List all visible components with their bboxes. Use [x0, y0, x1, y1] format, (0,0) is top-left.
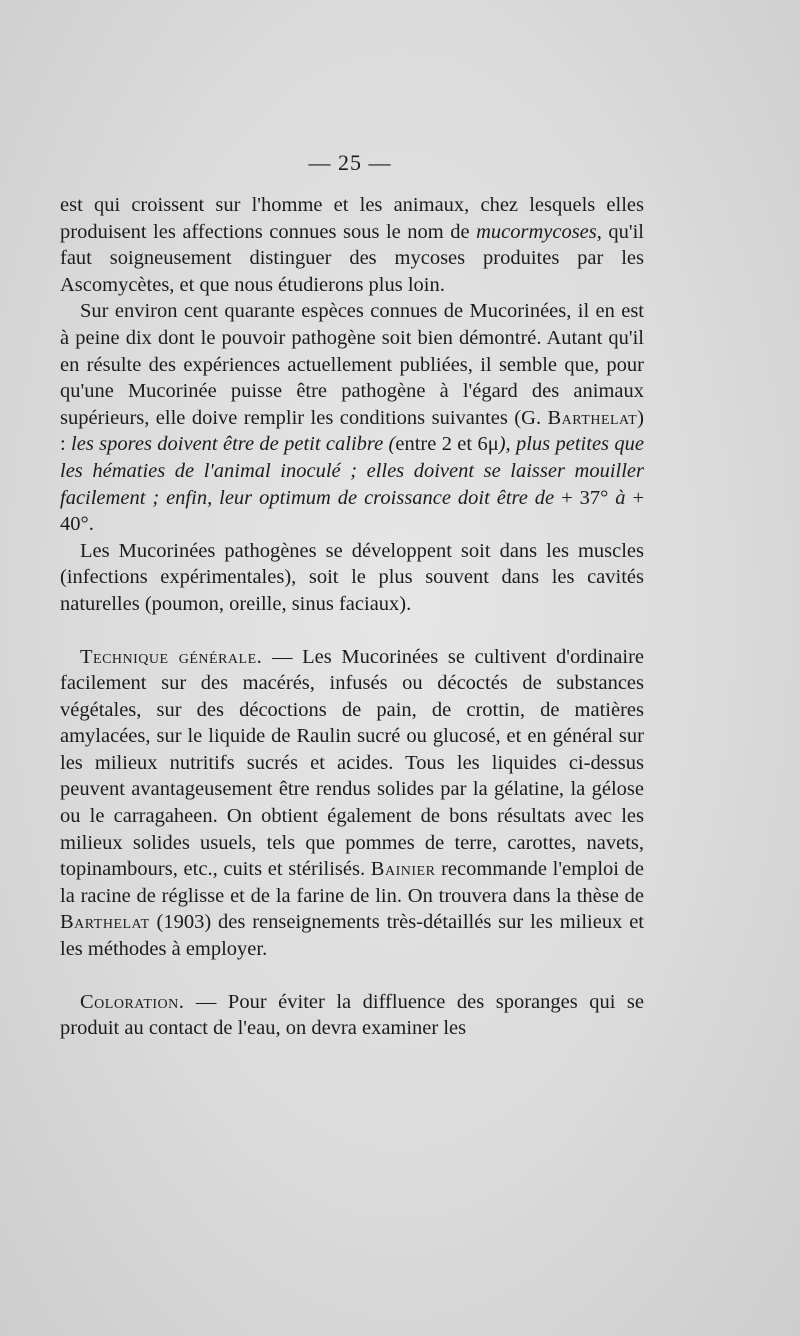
author-name: Barthelat [547, 406, 638, 429]
author-name: Barthelat [60, 911, 150, 934]
paragraph-pathogenic-locations: Les Mucorinées pathogènes se développent soit dans les muscles (infections expérimentales), soit le plus souvent dans les cavités naturelles (poumon, oreille, sinus faciaux). [60, 539, 644, 615]
italic-text: à [615, 486, 626, 509]
text-run: recommande l'emploi de la racine de réglisse et de la farine de lin. On trouvera dans la thèse de [60, 858, 644, 907]
paragraph-gap [60, 618, 644, 644]
text-run: (1903) des renseignements très-détaillés sur les milieux et les méthodes à employer. [60, 911, 644, 961]
text-run: Sur environ cent quarante espèces connues de Mucorinées, il en est à peine dix dont le pouvoir pathogène soit bien démontré. Autant qu'il en résulte des expériences actuellement publiées, il semble que, pour qu'une Mucorinée puisse être pathogène à l'égard des animaux supérieurs, elle doive remplir les conditions suivantes (G. [60, 300, 644, 429]
text-run: ) : [60, 406, 644, 456]
body-text [60, 192, 644, 1042]
paragraph-coloration [60, 989, 644, 1042]
text-run: entre 2 et 6μ [395, 433, 499, 456]
text-run: , qu'il faut soigneusement distinguer des mycoses produites par les Ascomycètes, et que nous étudierons plus loin. [60, 220, 644, 296]
text-run: est qui croissent sur l'homme et les animaux, chez lesquels elles produisent les affections connues sous le nom de [60, 194, 644, 243]
author-name: Bainier [370, 858, 436, 881]
text-run: + 40°. [60, 486, 645, 536]
paragraph-pathogenic-conditions [60, 298, 644, 537]
paragraph-technique [60, 644, 644, 963]
section-heading-technique: Technique générale. [80, 645, 263, 668]
paragraph-gap [60, 963, 644, 989]
text-run: — Les Mucorinées se cultivent d'ordinaire facilement sur des macérés, infusés ou décoctés de substances végétales, sur des décoctions de pain, de crottin, de matières amylacées, sur le liquide de Raulin sucré ou glucosé, et en général sur les milieux nutritifs sucrés et acides. Tous les liquides ci-dessus peuvent avantageusement être rendus solides par la gélatine, la gélose ou le carragaheen. On obtient également de bons résultats avec les milieux solides usuels, tels que pommes de terre, carottes, navets, topinambours, etc., cuits et stérilisés. [60, 645, 644, 881]
italic-term: mucormycoses [476, 220, 597, 243]
section-heading-coloration: Coloration. [80, 990, 185, 1013]
text-run: — Pour éviter la diffluence des sporanges qui se produit au contact de l'eau, on devra examiner les [60, 990, 644, 1040]
page-number: — 25 — [308, 150, 392, 175]
text-run: + 37° [554, 486, 616, 509]
paragraph-continuation [60, 192, 644, 298]
italic-text: ), plus petites que les hématies de l'animal inoculé ; elles doivent se laisser mouiller facilement ; enfin, leur optimum de croissance doit être de [60, 433, 644, 509]
italic-text: les spores doivent être de petit calibre ( [71, 433, 396, 456]
